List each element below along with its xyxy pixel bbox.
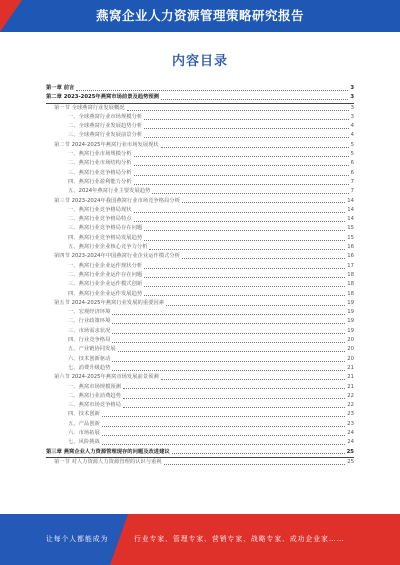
toc-entry[interactable] <box>46 280 354 289</box>
toc-entry[interactable] <box>46 327 354 336</box>
toc-page-number: 24 <box>347 439 354 446</box>
toc-leader-dots <box>144 267 345 269</box>
toc-entry[interactable] <box>46 262 354 271</box>
toc-entry-title: 一、宏观经济环境 <box>68 309 111 316</box>
toc-entry-title: 五、2024年燕窝行业主要发展趋势 <box>68 188 151 195</box>
toc-leader-dots <box>134 211 346 213</box>
toc-entry[interactable] <box>46 392 354 401</box>
toc-leader-dots <box>112 313 345 315</box>
toc-leader-dots <box>134 155 349 157</box>
toc-entry[interactable] <box>46 290 354 299</box>
toc-entry[interactable] <box>46 299 354 308</box>
toc-page-number: 25 <box>346 448 354 455</box>
toc-entry[interactable] <box>46 373 354 382</box>
toc-leader-dots <box>102 434 345 436</box>
toc-entry[interactable] <box>46 187 354 196</box>
toc-page-number: 24 <box>347 429 354 436</box>
toc-leader-dots <box>112 341 345 343</box>
toc-leader-dots <box>134 220 346 222</box>
toc-leader-dots <box>144 276 345 278</box>
toc-entry[interactable] <box>46 104 354 113</box>
toc-page-number: 19 <box>347 299 354 306</box>
toc-entry-title: 第三章 燕窝企业人力资源管理现存的问题及改进建议 <box>46 448 170 455</box>
toc-leader-dots <box>144 239 345 241</box>
toc-entry-title: 二、燕窝行业竞争格局特点 <box>68 216 132 223</box>
toc-entry-title: 一、燕窝行业企业运作现状分析 <box>68 262 143 269</box>
toc-entry[interactable] <box>46 317 354 326</box>
toc-entry[interactable] <box>46 206 354 215</box>
toc-page-number: 4 <box>350 132 354 139</box>
toc-page-number: 3 <box>350 85 354 91</box>
toc-entry-title: 一、燕窝市场规模预测 <box>68 383 121 390</box>
toc-page-number: 15 <box>347 234 354 241</box>
toc-page-number: 14 <box>347 197 354 204</box>
toc-entry[interactable] <box>46 401 354 410</box>
toc-entry-title: 第六节 2024-2025年燕窝市场发展前景预测 <box>54 374 159 381</box>
toc-entry[interactable] <box>46 178 354 187</box>
toc-entry[interactable] <box>46 141 354 150</box>
toc-page-number: 21 <box>347 383 354 390</box>
toc-page-number: 20 <box>347 337 354 344</box>
toc-entry[interactable] <box>46 364 354 373</box>
toc-entry-title: 第四节 2023-2024年中国燕窝行业企业运作模式分析 <box>54 253 180 260</box>
toc-page-number: 23 <box>347 411 354 418</box>
toc-page-number: 18 <box>347 281 354 288</box>
toc-entry-title: 三、市场需求状况 <box>68 327 111 334</box>
toc-entry[interactable] <box>46 150 354 159</box>
toc-leader-dots <box>102 443 345 445</box>
toc-leader-dots <box>102 415 345 417</box>
toc-entry[interactable] <box>46 271 354 280</box>
toc-entry-title: 第二节 2024-2025年燕窝行业市场发展现状 <box>54 141 159 148</box>
toc-page-number: 7 <box>350 178 354 185</box>
toc-page-number: 20 <box>347 355 354 362</box>
toc-entry-title: 二、燕窝行业消费趋势 <box>68 392 121 399</box>
toc-page-number: 17 <box>347 262 354 269</box>
toc-leader-dots <box>112 360 345 362</box>
toc-entry-title: 四、燕窝行业竞争格局发展趋势 <box>68 234 143 241</box>
toc-page-number: 6 <box>350 160 354 167</box>
page-header <box>0 0 400 32</box>
toc-entry[interactable] <box>46 336 354 345</box>
toc-entry-title: 二、全球燕窝行业发展趋势分析 <box>68 123 143 130</box>
toc-entry-title: 三、燕窝行业竞争格局分析 <box>68 169 132 176</box>
toc-entry[interactable] <box>46 243 354 252</box>
toc-page-number: 4 <box>350 123 354 130</box>
toc-entry[interactable] <box>46 355 354 364</box>
toc-entry-title: 第二章 2023-2025年燕窝市场前景及趋势预测 <box>46 94 159 101</box>
toc-page-number: 18 <box>347 271 354 278</box>
toc-entry-title: 一、燕窝行业竞争格局现状 <box>68 206 132 213</box>
toc-entry[interactable] <box>46 410 354 419</box>
report-title: 燕窝企业人力资源管理策略研究报告 <box>95 8 304 23</box>
toc-leader-dots <box>144 118 348 120</box>
toc-entry-title: 三、全球燕窝行业发展前景分析 <box>68 132 143 139</box>
toc-leader-dots <box>164 463 346 465</box>
toc-entry[interactable] <box>46 383 354 392</box>
toc-entry-title: 七、风险挑战 <box>68 439 100 446</box>
toc-page-number: 3 <box>350 104 354 111</box>
toc-entry-title: 一、全球燕窝行业市场规模分析 <box>68 113 143 120</box>
toc-entry[interactable] <box>46 458 354 467</box>
toc-leader-dots <box>161 378 346 380</box>
toc-page-number: 19 <box>347 309 354 316</box>
toc-page-number: 3 <box>350 113 354 120</box>
toc-leader-dots <box>144 229 345 231</box>
toc-entry[interactable] <box>46 122 354 131</box>
toc-leader-dots <box>123 397 345 399</box>
toc-leader-dots <box>76 89 348 91</box>
toc-leader-dots <box>161 98 348 100</box>
toc-entry-title: 六、技术创新驱动 <box>68 355 111 362</box>
toc-entry[interactable] <box>46 438 354 447</box>
toc-entry-title: 第三节 2023-2024年我国燕窝行业市场竞争格局分析 <box>54 197 180 204</box>
toc-entry[interactable] <box>46 308 354 317</box>
toc-entry-title: 二、燕窝行业企业运作存在问题 <box>68 271 143 278</box>
toc-leader-dots <box>112 322 345 324</box>
toc-entry[interactable] <box>46 131 354 140</box>
toc-page-number: 19 <box>347 327 354 334</box>
toc-entry[interactable] <box>46 224 354 233</box>
toc-entry[interactable] <box>46 169 354 178</box>
toc-page-number: 5 <box>350 151 354 158</box>
toc-entry-title: 第一章 前言 <box>46 85 75 91</box>
table-of-contents <box>46 84 354 467</box>
page-footer <box>0 514 400 565</box>
toc-page-number: 15 <box>347 225 354 232</box>
toc-entry-title: 二、行业政策环境 <box>68 318 111 325</box>
toc-page-number: 19 <box>347 318 354 325</box>
toc-entry-title: 五、产业链协同发展 <box>68 346 116 353</box>
toc-leader-dots <box>127 109 349 111</box>
toc-leader-dots <box>123 387 345 389</box>
toc-page-number: 14 <box>347 216 354 223</box>
toc-entry-title: 五、产品创新 <box>68 420 100 427</box>
toc-page-number: 20 <box>347 346 354 353</box>
toc-page-number: 21 <box>347 374 354 381</box>
toc-leader-dots <box>144 294 345 296</box>
toc-leader-dots <box>112 369 345 371</box>
toc-entry-title: 第一节 全球燕窝行业发展概况 <box>54 104 125 111</box>
toc-leader-dots <box>144 285 345 287</box>
toc-leader-dots <box>161 146 349 148</box>
toc-entry-title: 四、技术创新 <box>68 411 100 418</box>
toc-entry[interactable] <box>46 197 354 206</box>
toc-leader-dots <box>144 136 348 138</box>
toc-entry-title: 三、燕窝市场竞争格局 <box>68 402 121 409</box>
toc-heading: 内容目录 <box>171 54 228 69</box>
toc-entry[interactable] <box>46 448 354 458</box>
toc-leader-dots <box>152 192 348 194</box>
toc-page-number: 22 <box>347 392 354 399</box>
toc-page-number: 21 <box>347 364 354 371</box>
toc-page-number: 18 <box>347 290 354 297</box>
toc-page-number: 16 <box>347 253 354 260</box>
toc-entry[interactable] <box>46 215 354 224</box>
toc-entry[interactable] <box>46 420 354 429</box>
toc-page-number: 7 <box>350 188 354 195</box>
toc-page-number: 23 <box>347 420 354 427</box>
toc-leader-dots <box>118 350 346 352</box>
toc-entry[interactable] <box>46 93 354 103</box>
toc-entry[interactable] <box>46 252 354 261</box>
toc-leader-dots <box>102 425 345 427</box>
toc-leader-dots <box>172 452 345 454</box>
toc-leader-dots <box>149 248 345 250</box>
toc-entry[interactable] <box>46 159 354 168</box>
toc-entry-title: 第五节 2024-2025年燕窝行业发展的重要因素 <box>54 299 165 306</box>
toc-entry[interactable] <box>46 113 354 122</box>
toc-entry-title: 四、行业竞争格局 <box>68 337 111 344</box>
toc-entry[interactable] <box>46 429 354 438</box>
toc-leader-dots <box>182 257 345 259</box>
toc-leader-dots <box>123 406 345 408</box>
toc-page-number: 22 <box>347 402 354 409</box>
toc-entry-title: 四、燕窝行业企业运作发展趋势 <box>68 290 143 297</box>
toc-leader-dots <box>134 183 349 185</box>
footer-slogan-left: 让每个人都能成为 <box>46 535 109 543</box>
toc-entry-title: 四、燕窝行业盈利能力分析 <box>68 178 132 185</box>
toc-entry-title: 五、燕窝行业企业核心竞争力分析 <box>68 244 148 251</box>
toc-leader-dots <box>112 332 345 334</box>
toc-leader-dots <box>144 127 348 129</box>
toc-entry-title: 三、燕窝行业企业运作模式创新 <box>68 281 143 288</box>
toc-entry-title: 第一节 对人力资源人力资源管理的认识与重视 <box>54 458 162 465</box>
toc-entry[interactable] <box>46 84 354 93</box>
toc-entry-title: 三、燕窝行业竞争格局存在问题 <box>68 225 143 232</box>
toc-page-number: 14 <box>347 206 354 213</box>
footer-slant <box>110 514 128 565</box>
toc-entry[interactable] <box>46 345 354 354</box>
toc-leader-dots <box>182 201 345 203</box>
toc-entry-title: 六、市场拓展 <box>68 429 100 436</box>
toc-page-number: 5 <box>350 141 354 148</box>
toc-page-number: 25 <box>347 458 354 465</box>
toc-page-number: 3 <box>350 94 354 101</box>
toc-leader-dots <box>134 174 349 176</box>
toc-entry-title: 二、燕窝行业市场结构分析 <box>68 160 132 167</box>
toc-entry-title: 七、消费升级趋势 <box>68 364 111 371</box>
toc-page-number: 16 <box>347 244 354 251</box>
footer-slogan-right: 行业专家、管理专家、营销专家、战略专家、成功企业家…… <box>134 535 345 543</box>
toc-leader-dots <box>166 304 345 306</box>
toc-page-number: 6 <box>350 169 354 176</box>
toc-entry[interactable] <box>46 234 354 243</box>
toc-leader-dots <box>134 164 349 166</box>
toc-entry-title: 一、燕窝行业市场规模分析 <box>68 151 132 158</box>
